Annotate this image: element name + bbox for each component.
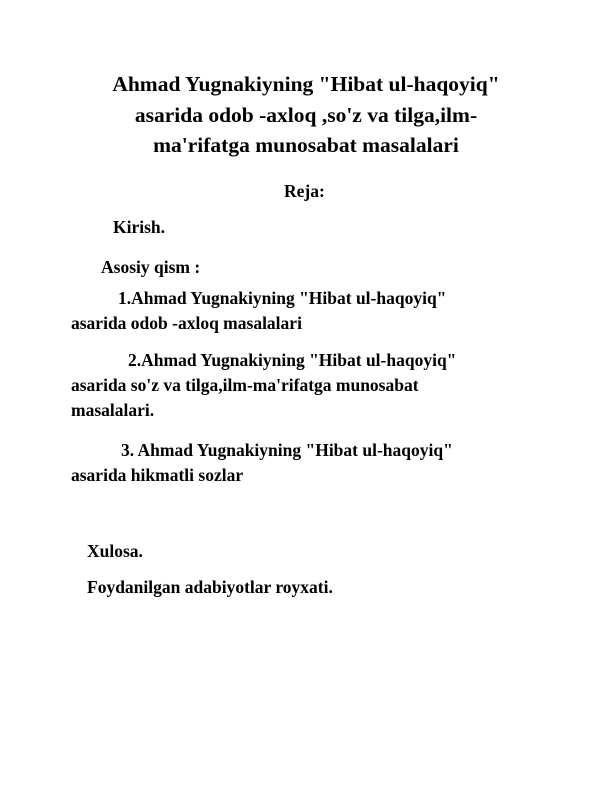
title-line: ma'rifatga munosabat masalalari <box>153 133 459 157</box>
plan-item-1 <box>71 286 541 336</box>
document-title <box>60 69 552 161</box>
plan-item-line: 2.Ahmad Yugnakiyning "Hibat ul-haqoyiq" <box>128 350 457 370</box>
plan-item-line: masalalari. <box>71 400 155 421</box>
plan-item-line: asarida hikmatli sozlar <box>71 465 244 486</box>
plan-heading: Reja: <box>284 181 325 201</box>
plan-item-line: 1.Ahmad Yugnakiyning "Hibat ul-haqoyiq" <box>118 288 447 308</box>
conclusion-heading: Xulosa. <box>87 541 143 561</box>
title-line: Ahmad Yugnakiyning "Hibat ul-haqoyiq" <box>112 72 500 96</box>
plan-item-2 <box>71 348 541 424</box>
intro-heading: Kirish. <box>113 217 166 237</box>
main-part-heading: Asosiy qism : <box>101 257 201 277</box>
plan-item-3 <box>71 438 541 488</box>
plan-item-line: asarida so'z va tilga,ilm-ma'rifatga munosabat <box>71 375 419 396</box>
plan-item-line: asarida odob -axloq masalalari <box>71 313 302 334</box>
plan-item-line: 3. Ahmad Yugnakiyning "Hibat ul-haqoyiq" <box>121 440 453 460</box>
references-heading: Foydanilgan adabiyotlar royxati. <box>87 577 333 597</box>
title-line: asarida odob -axloq ,so'z va tilga,ilm- <box>134 102 478 127</box>
